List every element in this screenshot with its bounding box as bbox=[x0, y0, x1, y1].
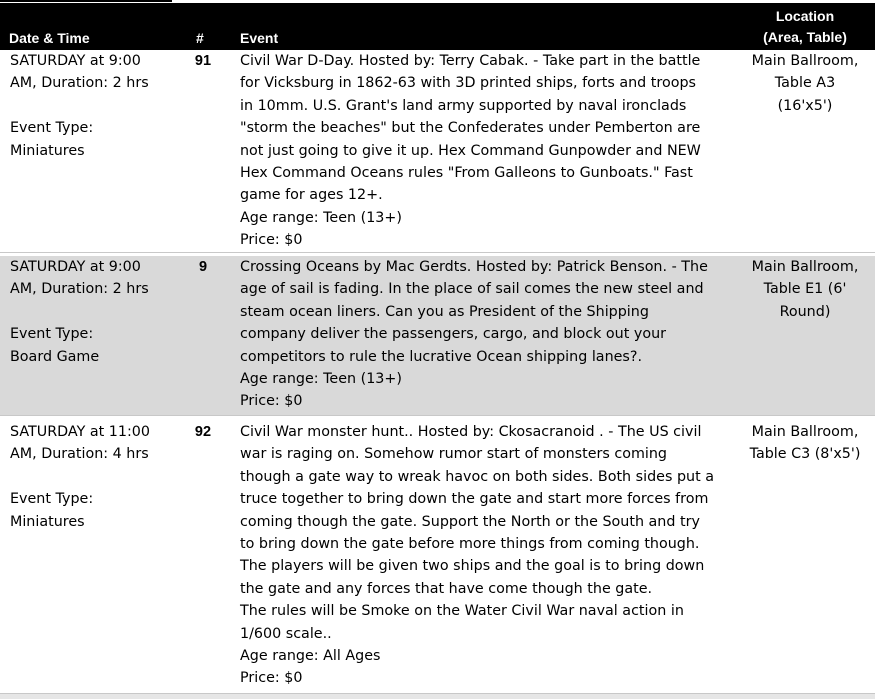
price: Price: $0 bbox=[240, 232, 303, 249]
event-line: Civil War monster hunt.. Hosted by: Ckosacranoid . - The US civil bbox=[240, 424, 702, 440]
event-type-label: Event Type: bbox=[10, 120, 94, 137]
location-line: Main Ballroom, bbox=[751, 259, 859, 275]
header-location bbox=[755, 6, 855, 48]
event-line: steam ocean liners. Can you as President of the Shipping bbox=[240, 303, 649, 320]
event-line: company deliver the passengers, cargo, and block out your bbox=[240, 326, 667, 343]
location-line: Main Ballroom, bbox=[751, 424, 859, 440]
event-line: not just going to give it up. Hex Command Gunpowder and NEW bbox=[240, 142, 701, 159]
location-line: Table E1 (6' bbox=[763, 281, 847, 298]
date-line: SATURDAY at 9:00 bbox=[10, 259, 141, 275]
duration-line: AM, Duration: 2 hrs bbox=[10, 75, 149, 92]
age-range: Age range: Teen (13+) bbox=[240, 371, 402, 388]
date-line: SATURDAY at 11:00 bbox=[10, 424, 150, 440]
event-line: in 10mm. U.S. Grant's land army supported by naval ironclads bbox=[240, 97, 687, 114]
location-cell bbox=[740, 421, 870, 466]
location-cell bbox=[740, 50, 870, 117]
event-description bbox=[240, 256, 740, 413]
header-date-time: Date & Time bbox=[9, 30, 90, 46]
date-time-cell bbox=[10, 421, 185, 533]
date-line: SATURDAY at 9:00 bbox=[10, 53, 141, 69]
header-number: # bbox=[196, 30, 204, 46]
event-description bbox=[240, 421, 740, 690]
top-rule bbox=[0, 0, 172, 2]
header-location-line1: Location bbox=[775, 8, 835, 24]
event-number: 91 bbox=[194, 53, 212, 69]
event-number: 9 bbox=[198, 259, 208, 275]
table-row bbox=[0, 421, 875, 694]
event-line: game for ages 12+. bbox=[240, 187, 383, 204]
event-type-value: Miniatures bbox=[10, 142, 85, 159]
location-line: Table A3 bbox=[774, 75, 836, 92]
duration-line: AM, Duration: 2 hrs bbox=[10, 281, 149, 298]
event-description bbox=[240, 50, 740, 252]
date-time-cell bbox=[10, 50, 185, 162]
event-line: the gate and any forces that have come though the gate. bbox=[240, 580, 653, 597]
event-type-value: Miniatures bbox=[10, 513, 85, 530]
event-line: The rules will be Smoke on the Water Civil War naval action in bbox=[240, 603, 684, 620]
table-row bbox=[0, 50, 875, 253]
price: Price: $0 bbox=[240, 670, 303, 687]
event-line: 1/600 scale.. bbox=[240, 625, 332, 642]
age-range: Age range: Teen (13+) bbox=[240, 209, 402, 226]
event-line: age of sail is fading. In the place of sail comes the new steel and bbox=[240, 281, 704, 298]
event-line: war is raging on. Somehow rumor start of monsters coming bbox=[240, 446, 668, 463]
event-line: Crossing Oceans by Mac Gerdts. Hosted by: Patrick Benson. - The bbox=[240, 259, 708, 275]
next-row-edge bbox=[0, 694, 875, 699]
age-range: Age range: All Ages bbox=[240, 648, 381, 665]
event-line: Civil War D-Day. Hosted by: Terry Cabak. - Take part in the battle bbox=[240, 53, 701, 69]
event-type-label: Event Type: bbox=[10, 491, 94, 508]
event-number: 92 bbox=[194, 424, 212, 440]
event-line: "storm the beaches" but the Confederates under Pemberton are bbox=[240, 120, 701, 137]
event-line: to bring down the gate before more things from coming though. bbox=[240, 536, 700, 553]
event-line: for Vicksburg in 1862-63 with 3D printed ships, forts and troops bbox=[240, 75, 696, 92]
header-event: Event bbox=[240, 30, 279, 46]
event-line: The players will be given two ships and the goal is to bring down bbox=[240, 558, 705, 575]
event-type-value: Board Game bbox=[10, 348, 100, 365]
date-time-cell bbox=[10, 256, 185, 368]
location-line: (16'x5') bbox=[777, 97, 833, 114]
location-cell bbox=[740, 256, 870, 323]
price: Price: $0 bbox=[240, 393, 303, 410]
table-row bbox=[0, 256, 875, 416]
location-line: Main Ballroom, bbox=[751, 53, 859, 69]
header-location-line2: (Area, Table) bbox=[763, 29, 847, 45]
location-line: Round) bbox=[779, 303, 831, 320]
event-line: competitors to rule the lucrative Ocean shipping lanes?. bbox=[240, 348, 643, 365]
event-line: though a gate way to wreak havoc on both sides. Both sides put a bbox=[240, 468, 714, 485]
duration-line: AM, Duration: 4 hrs bbox=[10, 446, 149, 463]
table-header bbox=[0, 3, 875, 50]
location-line: Table C3 (8'x5') bbox=[749, 446, 861, 463]
event-line: Hex Command Oceans rules "From Galleons to Gunboats." Fast bbox=[240, 165, 693, 182]
event-line: coming though the gate. Support the North or the South and try bbox=[240, 513, 700, 530]
event-line: truce together to bring down the gate and start more forces from bbox=[240, 491, 709, 508]
event-type-label: Event Type: bbox=[10, 326, 94, 343]
